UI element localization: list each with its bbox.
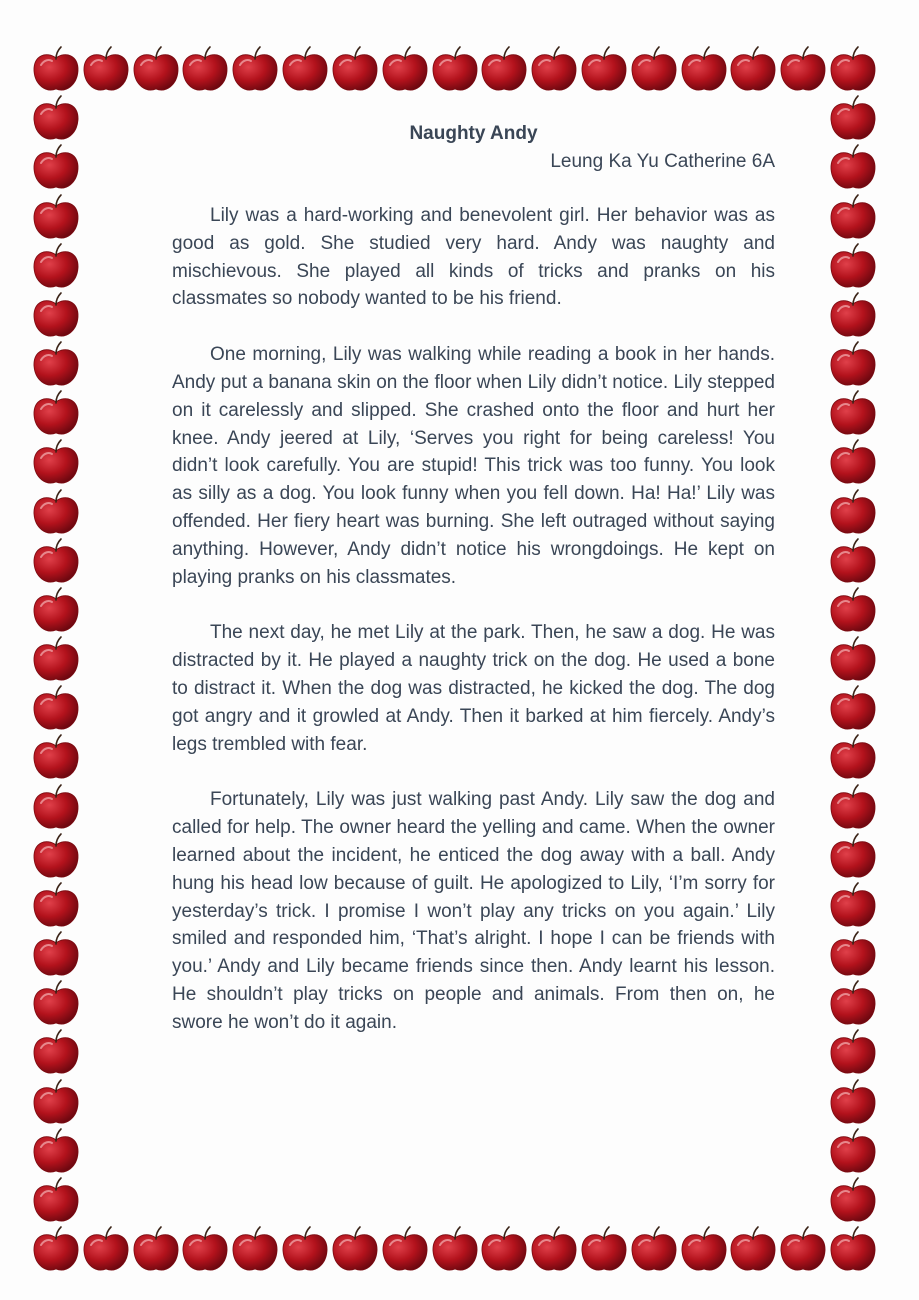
- apple-icon: [827, 340, 879, 390]
- apple-icon: [30, 94, 82, 144]
- apple-icon: [30, 1176, 82, 1226]
- apple-icon: [80, 1225, 132, 1275]
- apple-icon: [229, 1225, 281, 1275]
- apple-icon: [30, 193, 82, 243]
- apple-icon: [30, 143, 82, 193]
- apple-icon: [827, 881, 879, 931]
- apple-icon: [528, 1225, 580, 1275]
- paragraph-1: Lily was a hard-working and benevolent girl. Her behavior was as good as gold. She studied very hard. Andy was naughty and mischievous. She played all kinds of tricks and pranks on his classmates so nobody wanted to be his friend.: [172, 205, 775, 310]
- apple-icon: [30, 389, 82, 439]
- apple-icon: [179, 1225, 231, 1275]
- apple-icon: [827, 586, 879, 636]
- apple-icon: [329, 45, 381, 95]
- apple-icon: [578, 45, 630, 95]
- apple-icon: [429, 1225, 481, 1275]
- apple-icon: [727, 1225, 779, 1275]
- apple-icon: [130, 1225, 182, 1275]
- apple-icon: [827, 832, 879, 882]
- apple-icon: [30, 635, 82, 685]
- apple-icon: [30, 340, 82, 390]
- apple-icon: [379, 45, 431, 95]
- apple-icon: [30, 45, 82, 95]
- apple-icon: [827, 45, 879, 95]
- apple-icon: [827, 242, 879, 292]
- apple-icon: [827, 488, 879, 538]
- apple-icon: [30, 832, 82, 882]
- apple-icon: [80, 45, 132, 95]
- apple-icon: [229, 45, 281, 95]
- apple-icon: [30, 242, 82, 292]
- apple-icon: [777, 1225, 829, 1275]
- apple-icon: [30, 979, 82, 1029]
- apple-icon: [827, 733, 879, 783]
- apple-icon: [827, 193, 879, 243]
- apple-icon: [30, 1225, 82, 1275]
- apple-icon: [827, 537, 879, 587]
- apple-icon: [827, 291, 879, 341]
- apple-icon: [30, 586, 82, 636]
- apple-icon: [429, 45, 481, 95]
- apple-icon: [827, 1078, 879, 1128]
- apple-icon: [827, 389, 879, 439]
- apple-icon: [379, 1225, 431, 1275]
- apple-icon: [727, 45, 779, 95]
- story-body: [172, 202, 775, 1037]
- document-title: Naughty Andy: [409, 123, 538, 144]
- apple-icon: [30, 881, 82, 931]
- apple-icon: [678, 45, 730, 95]
- apple-icon: [827, 143, 879, 193]
- apple-icon: [30, 1078, 82, 1128]
- apple-icon: [30, 488, 82, 538]
- apple-icon: [30, 1127, 82, 1177]
- apple-icon: [827, 1225, 879, 1275]
- apple-icon: [628, 1225, 680, 1275]
- apple-icon: [827, 930, 879, 980]
- apple-icon: [827, 94, 879, 144]
- apple-icon: [30, 291, 82, 341]
- apple-icon: [30, 733, 82, 783]
- apple-icon: [30, 783, 82, 833]
- paragraph-4: Fortunately, Lily was just walking past Andy. Lily saw the dog and called for help. The owner heard the yelling and came. When the owner learned about the incident, he enticed the dog away with a ball. Andy hung his head low because of guilt. He apologized to Lily, ‘I’m sorry for yesterday’s trick. I promise I won’t play any tricks on you again.’ Lily smiled and responded him, ‘That’s alright. I hope I can be friends with you.’ Andy and Lily became friends since then. Andy learnt his lesson. He shouldn’t play tricks on people and animals. From then on, he swore he won’t do it again.: [172, 789, 775, 1033]
- apple-icon: [628, 45, 680, 95]
- apple-icon: [528, 45, 580, 95]
- apple-icon: [827, 635, 879, 685]
- apple-icon: [827, 783, 879, 833]
- apple-icon: [130, 45, 182, 95]
- paragraph-2: One morning, Lily was walking while reading a book in her hands. Andy put a banana skin on the floor when Lily didn’t notice. Lily stepped on it carelessly and slipped. She crashed onto the floor and hurt her knee. Andy jeered at Lily, ‘Serves you right for being careless! You didn’t look carefully. You are stupid! This trick was too funny. You look as silly as a dog. You look funny when you fell down. Ha! Ha!’ Lily was offended. Her fiery heart was burning. She left outraged without saying anything. However, Andy didn’t notice his wrongdoings. He kept on playing pranks on his classmates.: [172, 344, 775, 588]
- apple-icon: [279, 1225, 331, 1275]
- apple-icon: [827, 1028, 879, 1078]
- apple-icon: [478, 45, 530, 95]
- apple-icon: [827, 438, 879, 488]
- apple-icon: [827, 979, 879, 1029]
- apple-icon: [827, 684, 879, 734]
- essay: [172, 120, 775, 1065]
- apple-icon: [678, 1225, 730, 1275]
- apple-icon: [279, 45, 331, 95]
- author-line: Leung Ka Yu Catherine 6A: [550, 151, 775, 172]
- apple-icon: [30, 684, 82, 734]
- apple-icon: [179, 45, 231, 95]
- apple-icon: [478, 1225, 530, 1275]
- apple-icon: [329, 1225, 381, 1275]
- apple-icon: [777, 45, 829, 95]
- apple-icon: [30, 1028, 82, 1078]
- paragraph-3: The next day, he met Lily at the park. Then, he saw a dog. He was distracted by it. He played a naughty trick on the dog. He used a bone to distract it. When the dog was distracted, he kicked the dog. The dog got angry and it growled at Andy. Then it barked at him fiercely. Andy’s legs trembled with fear.: [172, 622, 775, 755]
- apple-icon: [827, 1176, 879, 1226]
- apple-icon: [578, 1225, 630, 1275]
- apple-icon: [827, 1127, 879, 1177]
- apple-icon: [30, 930, 82, 980]
- apple-icon: [30, 537, 82, 587]
- apple-icon: [30, 438, 82, 488]
